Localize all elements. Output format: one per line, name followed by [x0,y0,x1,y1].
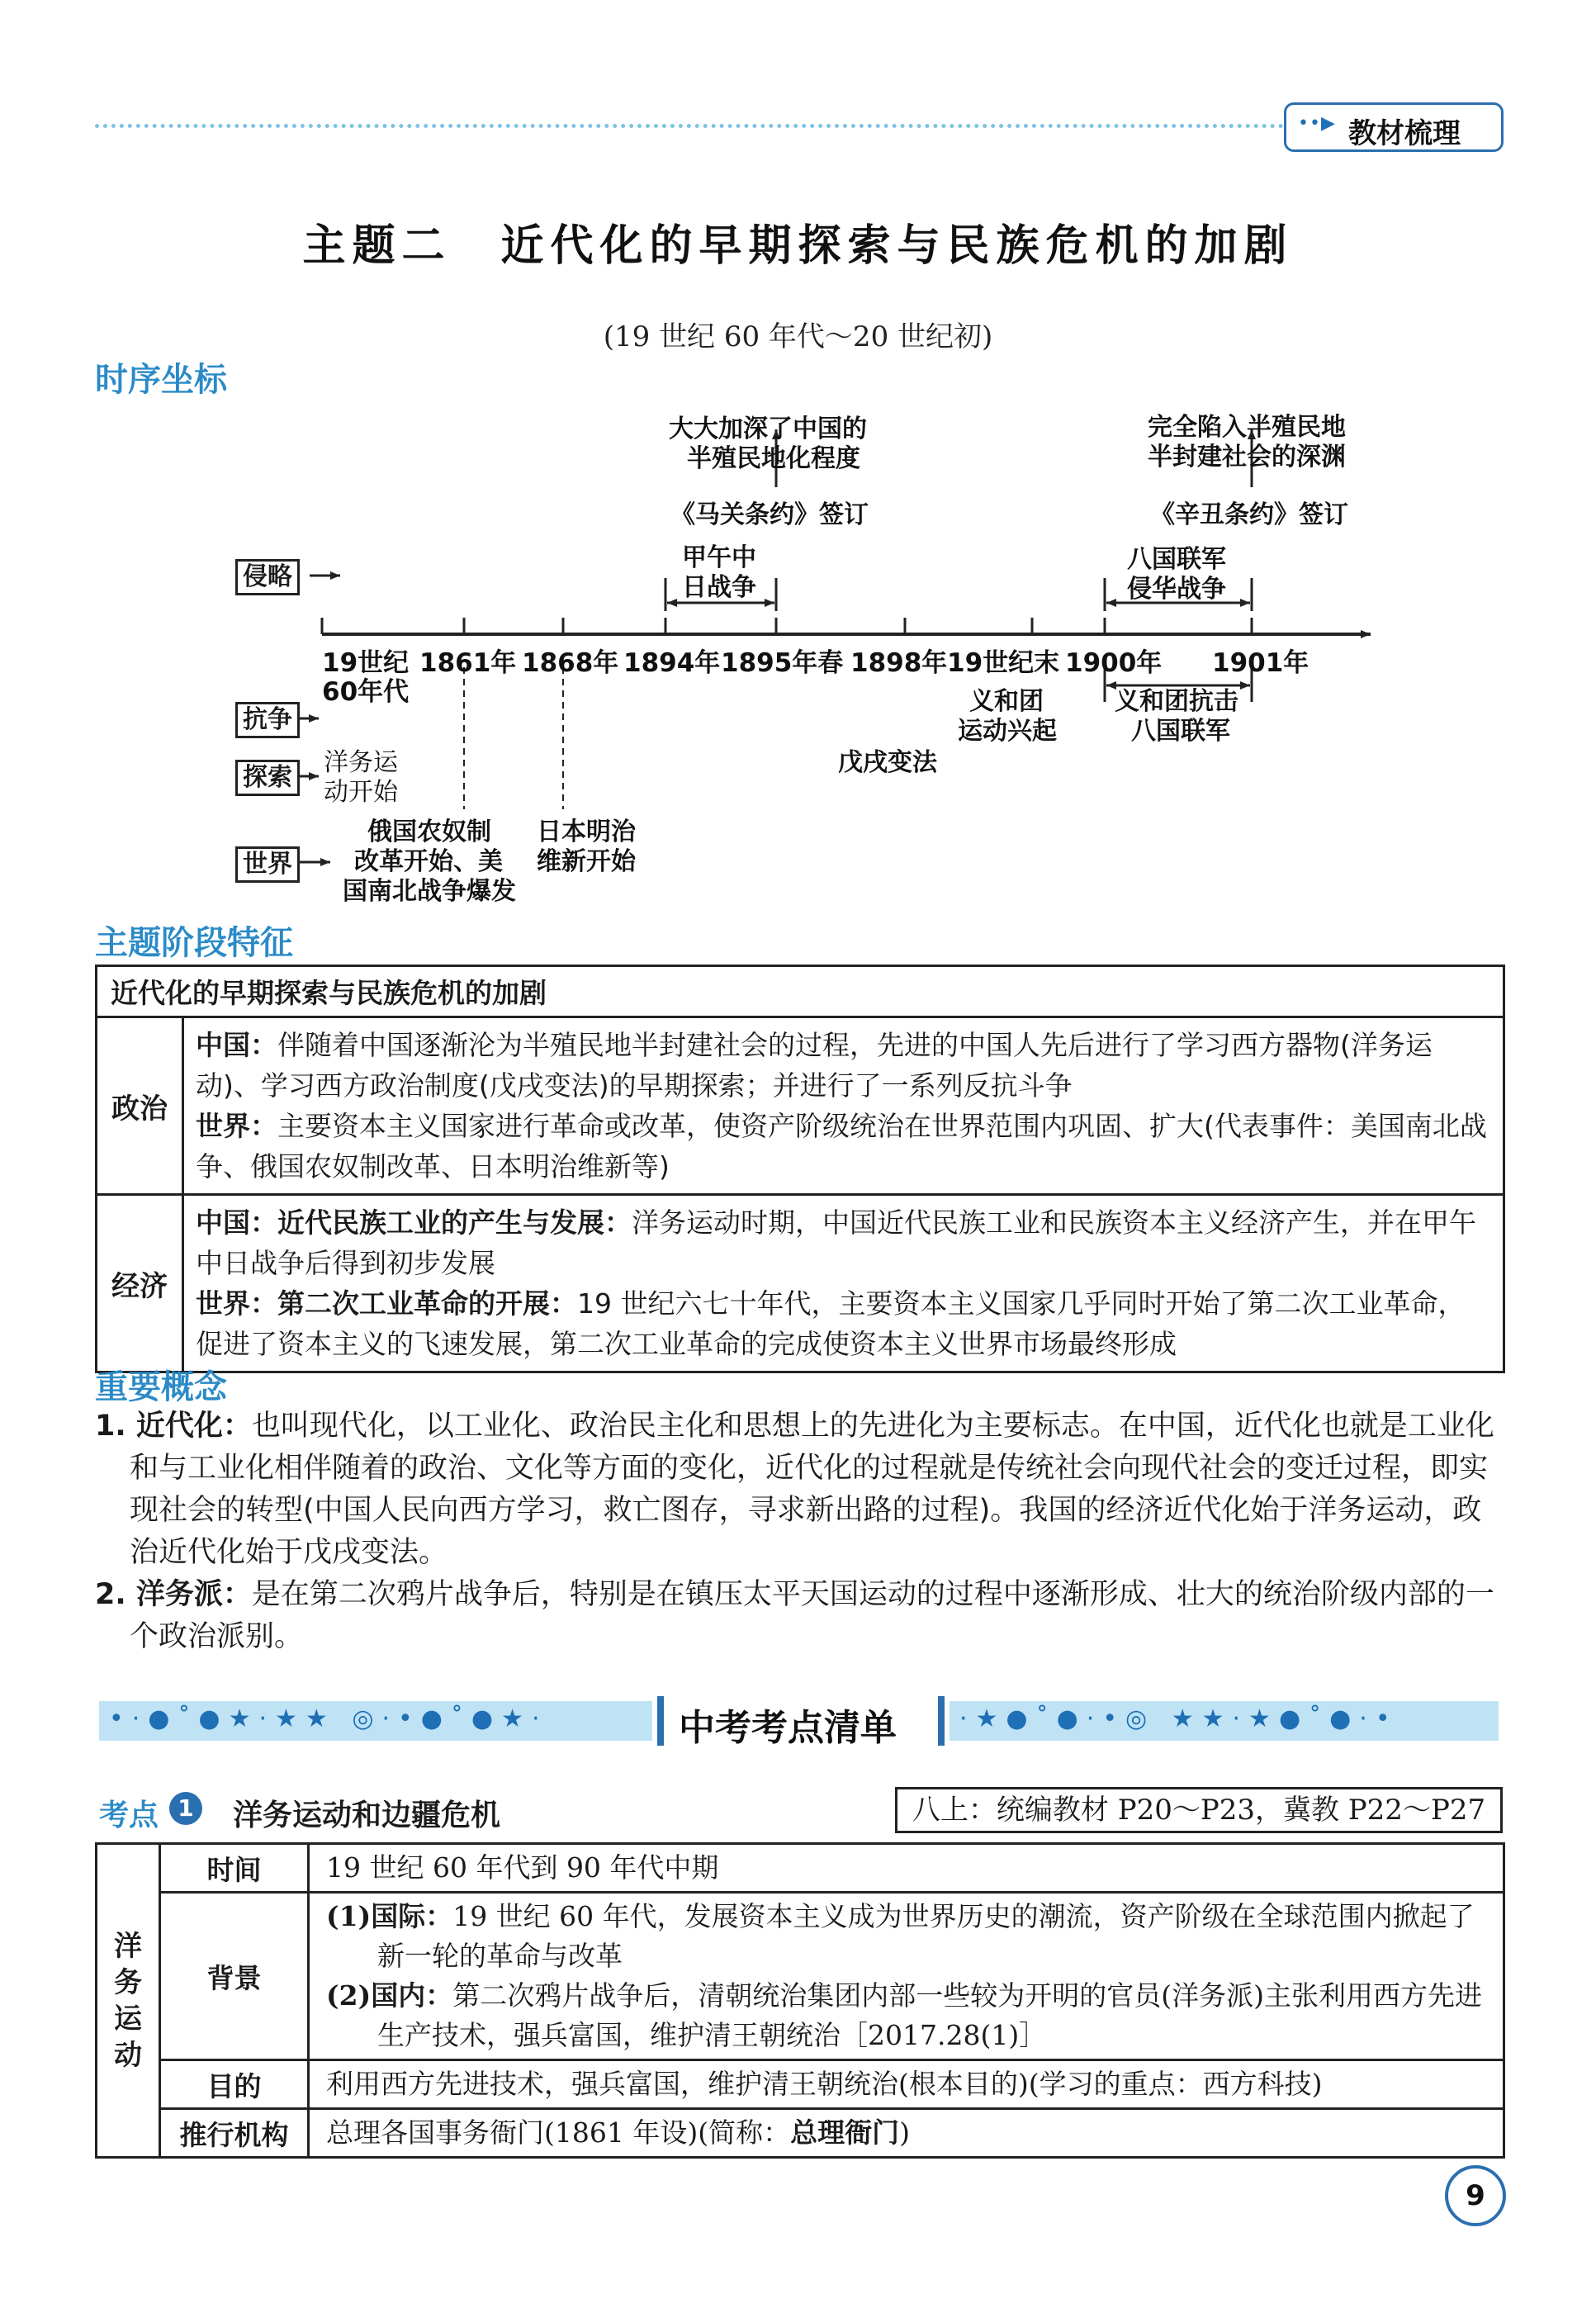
economy-content: 中国：近代民族工业的产生与发展：洋务运动时期，中国近代民族工业和民族资本主义经济产生，并在甲午中日战争后得到初步发展 世界：第二次工业革命的开展：19 世纪六七十年代，主要资本主义国家几乎同时开始了第二次工业革命，促进了资本主义的飞速发展，第二次工业革命的完成使资本主义世界市场最终形成 [183,1195,1504,1372]
row-value-time: 19 世纪 60 年代到 90 年代中期 [309,1844,1504,1893]
label-world: 世界 [235,846,300,883]
badge-label: 教材梳理 [1348,117,1461,150]
table-row [97,2060,1504,2109]
page-title: 主题二 近代化的早期探索与民族危机的加剧 [302,220,1294,271]
banner-deco-left-icon: •·●˚●★·★★ ◎·•●˚●★· [109,1704,548,1733]
year-1894: 1894年 [623,648,721,678]
eight-nation-war: 八国联军 侵华战争 [1127,545,1226,604]
table-row [97,2109,1504,2158]
label-invasion: 侵略 [235,559,300,595]
boxer-resist: 义和团抗击 八国联军 [1115,687,1238,746]
badge-arrow-icon: ••▶ [1298,113,1336,134]
table-row [97,1844,1504,1893]
year-1898: 1898年 [850,648,948,678]
banner-bar-left [657,1696,664,1746]
concepts-list [95,1405,1507,1658]
kaodian-number: 1 [169,1792,202,1825]
banner-deco-right-icon: ·★●˚●·•◎ ★★·★●˚●·• [959,1704,1399,1733]
group-label: 洋务运动 [97,1844,160,2158]
kaodian-title: 洋务运动和边疆危机 [233,1799,501,1832]
banner-bar-right [938,1696,945,1746]
year-1895: 1895年春 [721,648,844,678]
row-value-background: (1)国际：19 世纪 60 年代，发展资本主义成为世界历史的潮流，资产阶级在全球范围内掀起了新一轮的革命与改革 (2)国内：第二次鸦片战争后，清朝统治集团内部一些较为开明的官员(洋务派)主张利用西方先进生产技术，强兵富国，维护清王朝统治［2017.28(1)］ [309,1893,1504,2060]
sino-japanese-war: 甲午中 日战争 [682,543,756,602]
timeline-ticks [322,618,1252,634]
table-row [97,1195,1504,1372]
features-table-header: 近代化的早期探索与民族危机的加剧 [97,966,1504,1017]
list-item: 1. 近代化：也叫现代化，以工业化、政治民主化和思想上的先进化为主要标志。在中国，近代化也就是工业化和与工业化相伴随着的政治、文化等方面的变化，近代化的过程就是传统社会向现代社会的变迁过程，即实现社会的转型(中国人民向西方学习，救亡图存，寻求新出路的过程)。我国的经济近代化始于洋务运动，政治近代化始于戊戌变法。 [95,1410,1494,1569]
row-key-purpose: 目的 [160,2060,309,2109]
features-table [95,965,1505,1373]
label-exploration: 探索 [235,760,300,796]
banner-title: 中考考点清单 [679,1707,897,1749]
category-economy: 经济 [97,1195,183,1372]
row-key-background: 背景 [160,1893,309,2060]
row-value-purpose: 利用西方先进技术，强兵富国，维护清王朝统治(根本目的)(学习的重点：西方科技) [309,2060,1504,2109]
reform-1898: 戊戌变法 [838,748,937,777]
shimonoseki-effect: 大大加深了中国的 半殖民地化程度 [669,415,867,473]
meiji-restoration: 日本明治 维新开始 [537,818,636,876]
row-key-time: 时间 [160,1844,309,1893]
table-row [97,1017,1504,1195]
label-resistance: 抗争 [235,702,300,738]
list-item: 2. 洋务派：是在第二次鸦片战争后，特别是在镇压太平天国运动的过程中逐渐形成、壮大的统治阶级内部的一个政治派别。 [95,1578,1494,1653]
shimonoseki-treaty: 《马关条约》签订 [670,500,869,529]
xinchou-treaty: 《辛丑条约》签订 [1150,500,1348,529]
year-19c: 19世纪 [322,648,410,678]
textbook-reference: 八上：统编教材 P20～P23，冀教 P22～P27 [895,1787,1503,1833]
timeline-section-heading: 时序坐标 [95,360,227,399]
row-value-agency: 总理各国事务衙门(1861 年设)(简称：总理衙门) [309,2109,1504,2158]
page-subtitle: (19 世纪 60 年代～20 世纪初) [603,320,993,353]
row-key-agency: 推行机构 [160,2109,309,2158]
kaodian-label: 考点 [99,1799,159,1832]
year-late-19c: 19世纪末 [947,648,1060,678]
year-1868: 1868年 [522,648,619,678]
table-row [97,1893,1504,2060]
year-19c-line2: 60年代 [322,677,410,707]
boxer-rise: 义和团 运动兴起 [958,687,1057,746]
page-number: 9 [1445,2165,1506,2226]
xinchou-effect: 完全陷入半殖民地 半封建社会的深渊 [1148,413,1346,472]
concepts-section-heading: 重要概念 [95,1367,227,1406]
kaodian-table [95,1842,1505,2159]
features-section-heading: 主题阶段特征 [95,923,293,962]
russia-us-events: 俄国农奴制 改革开始、美 国南北战争爆发 [343,818,516,906]
year-1901: 1901年 [1212,648,1309,678]
year-1861: 1861年 [419,648,517,678]
politics-content: 中国：伴随着中国逐渐沦为半殖民地半封建社会的过程，先进的中国人先后进行了学习西方器物(洋务运动)、学习西方政治制度(戊戌变法)的早期探索；并进行了一系列反抗斗争 世界：主要资本主义国家进行革命或改革，使资产阶级统治在世界范围内巩固、扩大(代表事件：美国南北战争、俄国农奴制改革、日本明治维新等) [183,1017,1504,1195]
category-politics: 政治 [97,1017,183,1195]
self-strengthening-start: 洋务运 动开始 [324,748,398,807]
year-1900: 1900年 [1065,648,1163,678]
